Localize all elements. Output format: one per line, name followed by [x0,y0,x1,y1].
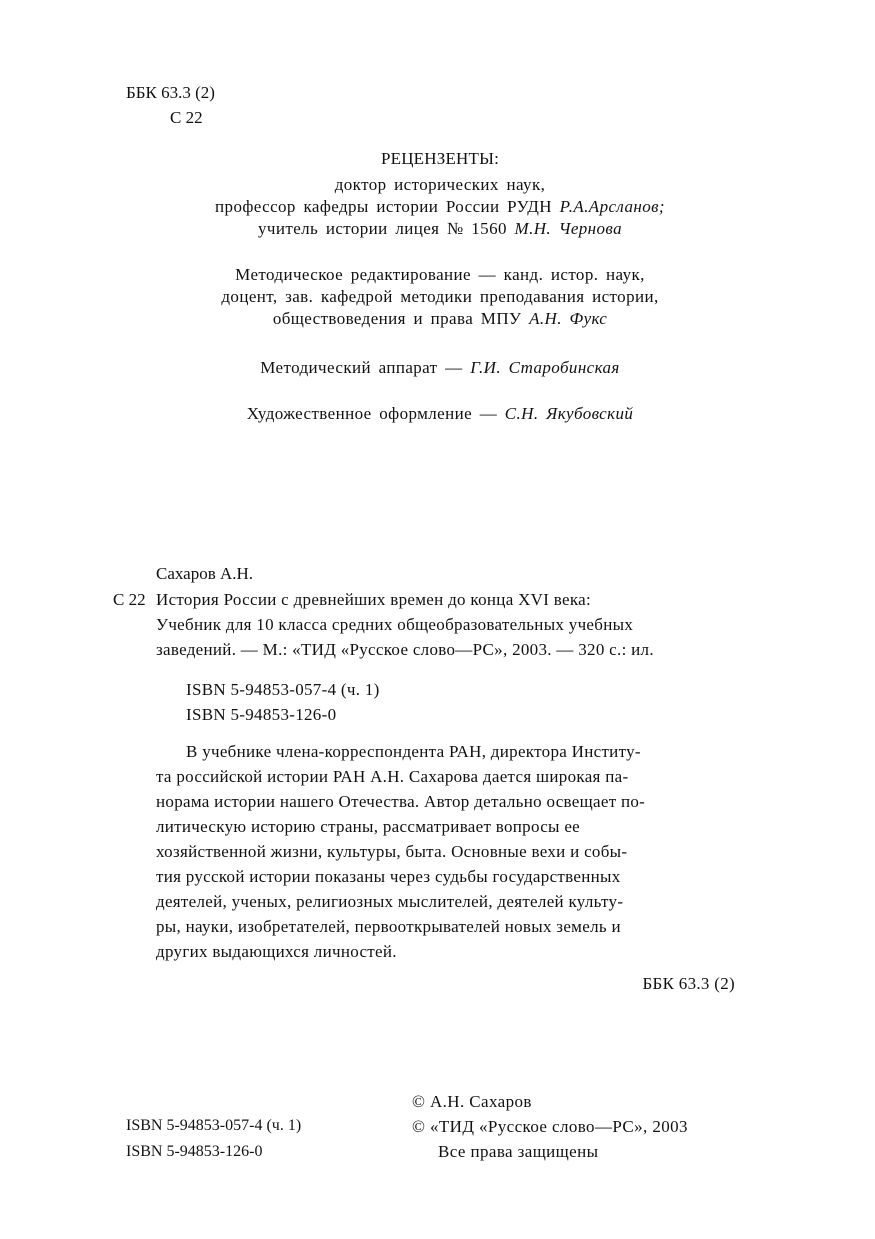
reviewer-1-role: профессор кафедры истории России РУДН [215,197,560,216]
reviewer-2 [120,218,760,240]
editing-line-3-text: обществоведения и права МПУ [272,309,530,328]
rights-reserved: Все права защищены [438,1142,599,1161]
reviewer-1-name: Р.А.Арсланов; [559,197,665,216]
biblio-line: Учебник для 10 класса средних общеобразовательных учебных [156,615,634,634]
abstract-line: литическую историю страны, рассматривает вопросы ее [156,817,581,836]
bbk-footer-code: ББК 63.3 (2) [642,974,735,993]
reviewer-1 [120,196,760,218]
bbk-code: ББК 63.3 (2) [126,83,215,102]
art-design-credit [120,403,760,425]
methodical-apparatus-credit [120,357,760,379]
biblio-description [156,589,734,664]
footer-isbn-2: ISBN 5-94853-126-0 [126,1143,263,1160]
apparatus-line [120,357,760,379]
footer-isbn-block [126,1115,301,1167]
abstract-line: других выдающихся личностей. [156,942,397,961]
editing-line-2: доцент, зав. кафедрой методики преподавания истории, [221,287,659,306]
abstract-line: тия русской истории показаны через судьбы государственных [156,867,621,886]
copyright-author: © А.Н. Сахаров [412,1092,532,1111]
author-mark: С 22 [170,108,203,127]
copyright-block [412,1091,688,1166]
abstract-line: ры, науки, изобретателей, первооткрывателей новых земель и [156,917,621,936]
art-label: Художественное оформление — [246,404,505,423]
biblio-author: Сахаров А.Н. [156,564,254,583]
editing-line-1: Методическое редактирование — канд. истор. наук, [235,265,645,284]
abstract-line: та российской истории РАН А.Н. Сахарова дается широкая па- [156,767,629,786]
copyright-publisher: © «ТИД «Русское слово—РС», 2003 [412,1117,688,1136]
reviewer-degree: доктор исторических наук, [334,175,546,194]
isbn-line-2: ISBN 5-94853-126-0 [186,705,337,724]
reviewer-2-name: М.Н. Чернова [514,219,622,238]
editing-line-3 [120,308,760,330]
bbk-header [126,82,326,129]
art-line [120,403,760,425]
biblio-row [113,589,753,664]
biblio-code: С 22 [113,590,146,609]
footer-isbn-1: ISBN 5-94853-057-4 (ч. 1) [126,1117,302,1134]
abstract-line: норама истории нашего Отечества. Автор детально освещает по- [156,792,646,811]
biblio-line: заведений. — М.: «ТИД «Русское слово—РС», 2003. — 320 с.: ил. [156,640,654,659]
reviewers-section [120,148,760,240]
art-name: С.Н. Якубовский [504,404,634,423]
methodical-editing-credit [120,264,760,330]
biblio-line: История России с древнейших времен до конца XVI века: [156,590,591,609]
apparatus-name: Г.И. Старобинская [470,358,620,377]
abstract-paragraph [156,741,736,966]
isbn-block [186,679,380,729]
abstract-line: хозяйственной жизни, культуры, быта. Основные вехи и собы- [156,842,628,861]
isbn-line-1: ISBN 5-94853-057-4 (ч. 1) [186,680,380,699]
bibliographic-record [113,563,753,664]
apparatus-label: Методический аппарат — [260,358,471,377]
editor-name: А.Н. Фукс [529,309,608,328]
abstract-line: В учебнике члена-корреспондента РАН, директора Институ- [186,742,641,761]
reviewer-2-role: учитель истории лицея № 1560 [258,219,515,238]
abstract-line: деятелей, ученых, религиозных мыслителей, деятелей культу- [156,892,624,911]
reviewers-title: РЕЦЕНЗЕНТЫ: [380,149,500,168]
